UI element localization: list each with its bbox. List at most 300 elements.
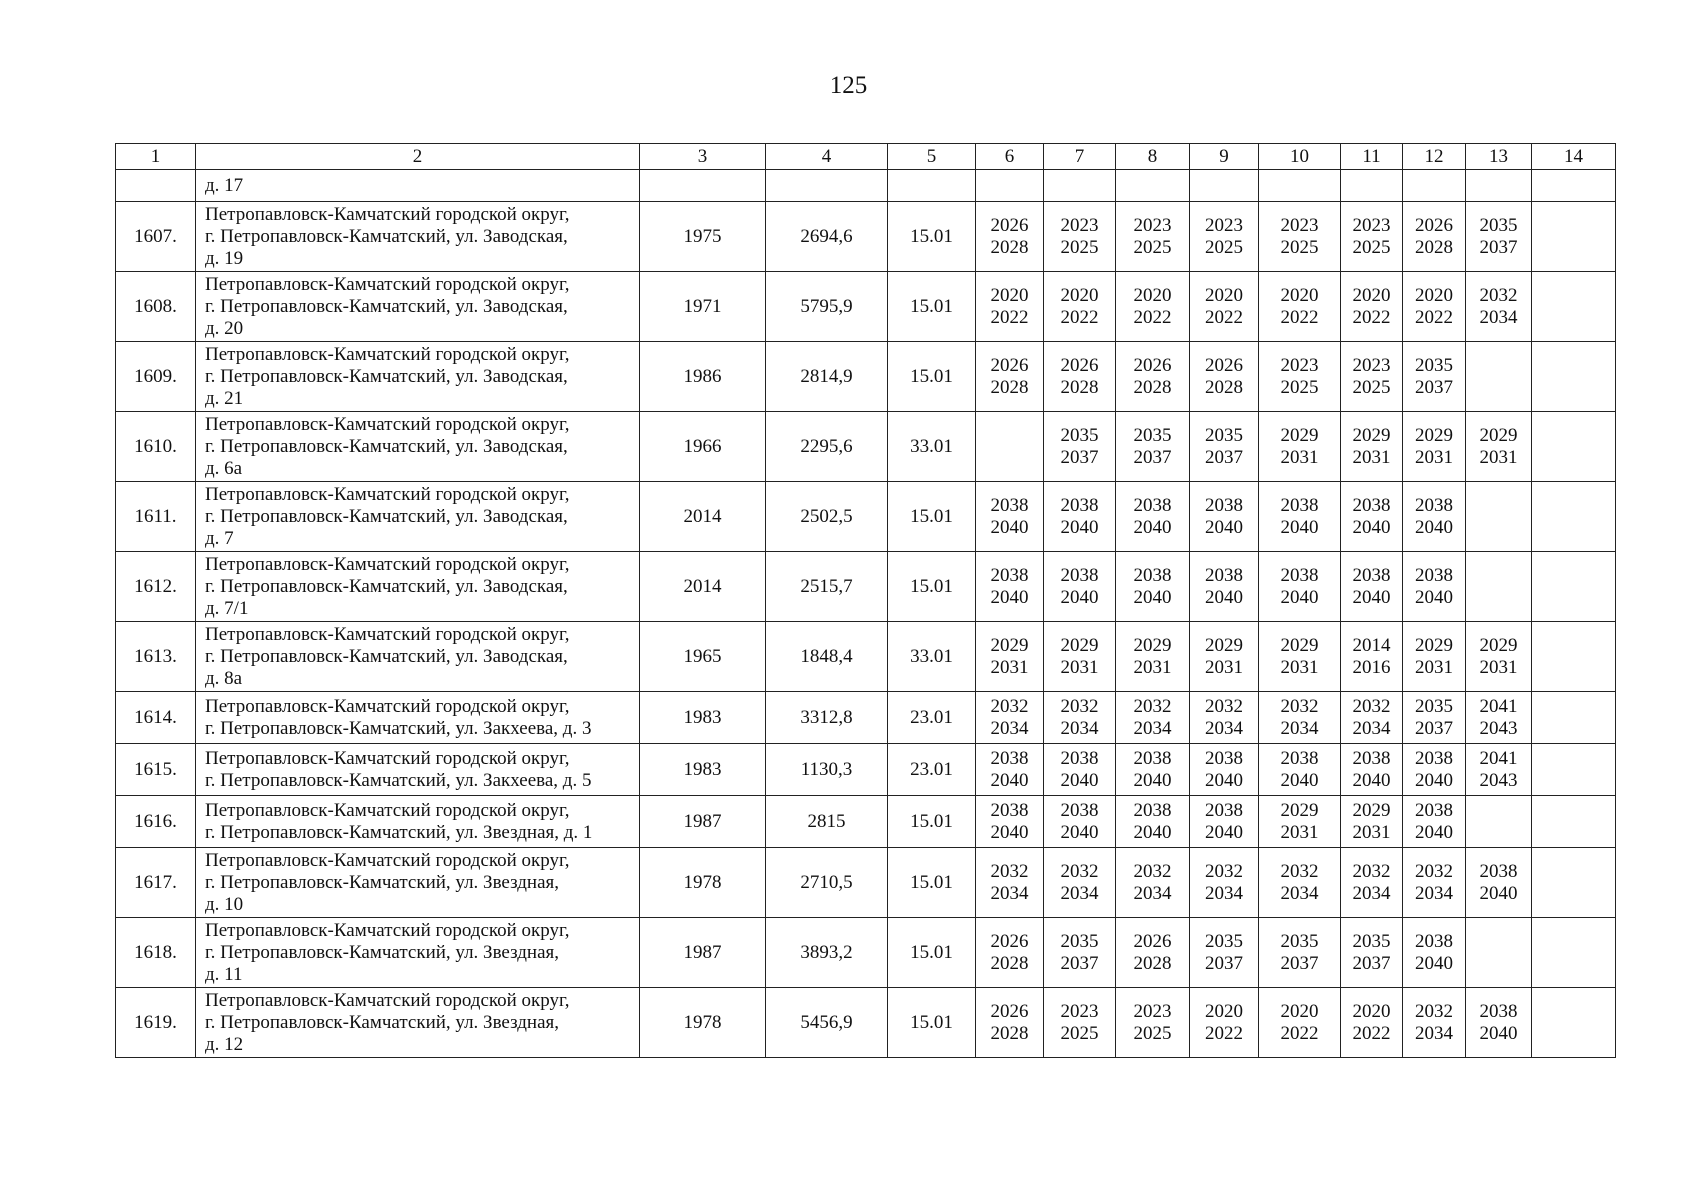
period-cell [976,482,1044,552]
period-year: 2034 [1352,717,1391,739]
period-year: 2025 [1205,236,1243,258]
period-year: 2022 [1352,1022,1391,1044]
period-cell [1532,918,1616,988]
period-year: 2028 [1133,376,1172,398]
period-year: 2040 [1205,586,1243,608]
period-year: 2023 [1352,354,1391,376]
period-cell [1116,744,1190,796]
period-year: 2043 [1479,717,1518,739]
period-year: 2038 [1479,860,1518,882]
period-year: 2020 [1133,284,1172,306]
period-year: 2034 [1280,882,1319,904]
period-year: 2029 [1415,634,1453,656]
period-year: 2038 [1352,494,1391,516]
period-cell [1403,552,1466,622]
period-year: 2040 [1205,821,1243,843]
period-cell [1190,622,1259,692]
row-number-cell: 1617. [116,848,196,918]
period-year: 2038 [1205,494,1243,516]
period-cell [976,918,1044,988]
table-row [116,848,1616,918]
period-year: 2023 [1352,214,1391,236]
period-year: 2031 [1280,821,1319,843]
address-line: Петропавловск-Камчатский городской округ, [205,695,570,717]
period-cell [1532,482,1616,552]
period-year: 2026 [1133,930,1172,952]
period-cell [1341,482,1403,552]
period-year: 2037 [1060,446,1099,468]
period-year: 2023 [1060,1000,1099,1022]
period-cell [1259,412,1341,482]
address-line: д. 8а [205,667,243,689]
table-row [116,744,1616,796]
column-number-header: 2 [196,144,640,170]
code-cell: 15.01 [888,796,976,848]
row-number-cell: 1618. [116,918,196,988]
period-year: 2025 [1280,376,1319,398]
period-year: 2031 [1133,656,1172,678]
period-year: 2026 [990,930,1029,952]
period-year: 2031 [1479,656,1518,678]
address-line: Петропавловск-Камчатский городской округ, [205,413,570,435]
period-year: 2040 [1280,516,1319,538]
period-year: 2040 [1280,586,1319,608]
period-cell [1044,988,1116,1058]
empty-cell [888,170,976,202]
period-year: 2029 [990,634,1029,656]
empty-cell [1190,170,1259,202]
period-year: 2037 [1352,952,1391,974]
period-cell [1466,744,1532,796]
period-year: 2037 [1133,446,1172,468]
period-cell [976,744,1044,796]
period-year: 2032 [990,860,1029,882]
address-line: г. Петропавловск-Камчатский, ул. Заводская, [205,295,568,317]
code-cell: 15.01 [888,988,976,1058]
period-year: 2040 [1415,516,1453,538]
period-cell [976,848,1044,918]
period-year: 2032 [1133,860,1172,882]
period-cell [1190,988,1259,1058]
period-year: 2038 [1280,564,1319,586]
period-year: 2038 [1415,747,1453,769]
period-cell [1259,202,1341,272]
address-cell [196,412,640,482]
year-built-cell: 1978 [640,988,766,1058]
period-cell [1341,744,1403,796]
period-cell [1116,848,1190,918]
period-year: 2040 [990,586,1029,608]
period-cell [1044,622,1116,692]
period-year: 2038 [1352,564,1391,586]
period-cell [1466,552,1532,622]
code-cell: 15.01 [888,202,976,272]
address-line: Петропавловск-Камчатский городской округ, [205,849,570,871]
period-cell [1403,848,1466,918]
code-cell: 15.01 [888,482,976,552]
period-year: 2026 [990,214,1029,236]
period-year: 2025 [1133,1022,1172,1044]
period-year: 2038 [1415,930,1453,952]
period-year: 2032 [1415,860,1453,882]
period-cell [1190,202,1259,272]
period-year: 2037 [1415,376,1453,398]
column-number-header: 6 [976,144,1044,170]
period-cell [1190,796,1259,848]
period-cell [1341,412,1403,482]
column-number-header: 10 [1259,144,1341,170]
period-year: 2022 [1205,1022,1243,1044]
period-year: 2026 [1060,354,1099,376]
period-year: 2022 [1280,1022,1319,1044]
period-cell [1190,918,1259,988]
area-cell: 2515,7 [766,552,888,622]
period-cell [1044,744,1116,796]
period-year: 2032 [1205,860,1243,882]
period-cell [1259,988,1341,1058]
empty-cell [976,170,1044,202]
area-cell: 1130,3 [766,744,888,796]
year-built-cell: 1987 [640,796,766,848]
period-year: 2035 [1133,424,1172,446]
period-year: 2037 [1479,236,1518,258]
empty-cell [116,170,196,202]
period-cell [1044,552,1116,622]
code-cell: 15.01 [888,918,976,988]
period-cell [1116,412,1190,482]
period-year: 2040 [1415,821,1453,843]
area-cell: 2502,5 [766,482,888,552]
period-year: 2029 [1280,424,1319,446]
period-cell [1532,796,1616,848]
period-year: 2037 [1205,446,1243,468]
area-cell: 2815 [766,796,888,848]
area-cell: 3893,2 [766,918,888,988]
period-year: 2031 [1415,446,1453,468]
table-row [116,622,1616,692]
area-cell: 2295,6 [766,412,888,482]
column-number-header: 14 [1532,144,1616,170]
period-year: 2032 [1352,860,1391,882]
period-year: 2038 [990,494,1029,516]
period-year: 2040 [990,516,1029,538]
period-year: 2035 [1060,424,1099,446]
period-year: 2037 [1280,952,1319,974]
period-cell [1190,744,1259,796]
period-cell [1466,918,1532,988]
period-year: 2034 [1415,1022,1453,1044]
period-year: 2040 [1415,586,1453,608]
column-number-row [116,144,1616,170]
column-number-header: 11 [1341,144,1403,170]
period-year: 2035 [1280,930,1319,952]
period-year: 2040 [1060,821,1099,843]
period-cell [1403,918,1466,988]
period-cell [1466,622,1532,692]
period-year: 2023 [1280,354,1319,376]
period-year: 2032 [1205,695,1243,717]
period-cell [1532,622,1616,692]
period-cell [976,692,1044,744]
address-cell [196,848,640,918]
empty-cell [1466,170,1532,202]
address-line: г. Петропавловск-Камчатский, ул. Заводская, [205,505,568,527]
period-year: 2020 [1205,1000,1243,1022]
period-year: 2040 [1133,769,1172,791]
year-built-cell: 1986 [640,342,766,412]
address-cell [196,988,640,1058]
column-number-header: 7 [1044,144,1116,170]
year-built-cell: 1975 [640,202,766,272]
code-cell: 15.01 [888,552,976,622]
period-cell [1259,744,1341,796]
period-year: 2032 [1479,284,1518,306]
period-year: 2029 [1280,634,1319,656]
area-cell: 2710,5 [766,848,888,918]
period-year: 2025 [1352,376,1391,398]
period-year: 2020 [1280,284,1319,306]
period-year: 2032 [1352,695,1391,717]
period-year: 2035 [1352,930,1391,952]
period-cell [1116,622,1190,692]
period-cell [1466,342,1532,412]
address-cell [196,170,640,202]
period-year: 2043 [1479,769,1518,791]
period-year: 2038 [1060,799,1099,821]
period-year: 2034 [1060,882,1099,904]
row-number-cell: 1609. [116,342,196,412]
period-cell [1044,342,1116,412]
empty-cell [1116,170,1190,202]
area-cell: 1848,4 [766,622,888,692]
period-year: 2020 [1352,1000,1391,1022]
period-cell [1044,412,1116,482]
year-built-cell: 1966 [640,412,766,482]
address-line: Петропавловск-Камчатский городской округ, [205,483,570,505]
period-cell [1532,692,1616,744]
period-cell [1341,692,1403,744]
table-row [116,988,1616,1058]
column-number-header: 1 [116,144,196,170]
period-year: 2031 [1415,656,1453,678]
period-year: 2035 [1205,930,1243,952]
table-row [116,918,1616,988]
address-line: д. 7/1 [205,597,249,619]
period-cell [1532,202,1616,272]
period-year: 2038 [1133,564,1172,586]
period-year: 2016 [1352,656,1391,678]
period-year: 2020 [990,284,1029,306]
continuation-row [116,170,1616,202]
period-cell [1044,848,1116,918]
period-year: 2038 [1060,564,1099,586]
period-cell [1259,796,1341,848]
period-year: 2026 [990,354,1029,376]
table-row [116,342,1616,412]
period-year: 2023 [1133,1000,1172,1022]
address-line: г. Петропавловск-Камчатский, ул. Звездная, [205,1011,560,1033]
year-built-cell: 1983 [640,692,766,744]
period-year: 2040 [1133,516,1172,538]
period-year: 2025 [1352,236,1391,258]
period-year: 2040 [1205,516,1243,538]
address-line: г. Петропавловск-Камчатский, ул. Звездная, [205,871,560,893]
period-cell [1532,412,1616,482]
period-cell [1190,552,1259,622]
address-cell [196,744,640,796]
area-cell: 5795,9 [766,272,888,342]
period-year: 2028 [990,376,1029,398]
table-row [116,692,1616,744]
period-year: 2032 [1280,860,1319,882]
period-year: 2020 [1352,284,1391,306]
address-line: Петропавловск-Камчатский городской округ, [205,203,570,225]
period-year: 2040 [1352,769,1391,791]
period-cell [1044,796,1116,848]
period-year: 2026 [1205,354,1243,376]
period-cell [1341,848,1403,918]
period-cell [1190,412,1259,482]
period-year: 2037 [1415,717,1453,739]
period-cell [1190,272,1259,342]
period-year: 2026 [990,1000,1029,1022]
empty-cell [1259,170,1341,202]
period-year: 2034 [1415,882,1453,904]
period-cell [1116,202,1190,272]
address-line: г. Петропавловск-Камчатский, ул. Закхеева, д. 5 [205,769,592,791]
row-number-cell: 1610. [116,412,196,482]
period-cell [1532,744,1616,796]
period-cell [1532,552,1616,622]
period-cell [976,552,1044,622]
period-cell [976,202,1044,272]
period-year: 2032 [1280,695,1319,717]
period-year: 2038 [1415,564,1453,586]
row-number-cell: 1608. [116,272,196,342]
period-cell [1044,272,1116,342]
period-cell [1341,342,1403,412]
period-year: 2034 [990,882,1029,904]
period-year: 2020 [1060,284,1099,306]
period-year: 2040 [1133,821,1172,843]
period-year: 2035 [1060,930,1099,952]
address-line: д. 12 [205,1033,244,1055]
period-cell [1259,552,1341,622]
period-year: 2040 [1060,516,1099,538]
period-year: 2031 [1479,446,1518,468]
address-line: д. 20 [205,317,244,339]
period-cell [1403,202,1466,272]
period-year: 2040 [1479,882,1518,904]
address-cell [196,272,640,342]
period-year: 2023 [1060,214,1099,236]
period-cell [1044,692,1116,744]
period-cell [1403,796,1466,848]
period-cell [1259,482,1341,552]
period-year: 2020 [1280,1000,1319,1022]
code-cell: 15.01 [888,342,976,412]
empty-cell [1403,170,1466,202]
period-year: 2035 [1205,424,1243,446]
column-number-header: 13 [1466,144,1532,170]
period-year: 2037 [1060,952,1099,974]
period-year: 2032 [990,695,1029,717]
period-year: 2038 [1280,747,1319,769]
period-year: 2022 [1280,306,1319,328]
period-year: 2026 [1133,354,1172,376]
period-year: 2038 [1060,494,1099,516]
period-year: 2029 [1280,799,1319,821]
period-year: 2031 [1280,446,1319,468]
period-year: 2020 [1205,284,1243,306]
period-year: 2038 [1205,747,1243,769]
code-cell: 15.01 [888,272,976,342]
code-cell: 23.01 [888,692,976,744]
period-year: 2022 [1352,306,1391,328]
period-year: 2038 [990,564,1029,586]
period-cell [1259,692,1341,744]
period-year: 2031 [1280,656,1319,678]
period-cell [1532,988,1616,1058]
period-cell [1532,342,1616,412]
period-cell [976,412,1044,482]
period-year: 2038 [1415,494,1453,516]
period-year: 2035 [1415,354,1453,376]
address-cell [196,552,640,622]
address-line: г. Петропавловск-Камчатский, ул. Заводская, [205,575,568,597]
address-line: Петропавловск-Камчатский городской округ, [205,343,570,365]
period-cell [1116,552,1190,622]
period-cell [1403,744,1466,796]
housing-registry-table [115,143,1616,1058]
period-year: 2028 [1060,376,1099,398]
period-cell [1403,272,1466,342]
period-year: 2040 [1280,769,1319,791]
period-year: 2034 [990,717,1029,739]
period-year: 2014 [1352,634,1391,656]
address-line: Петропавловск-Камчатский городской округ, [205,747,570,769]
period-year: 2038 [1133,747,1172,769]
column-number-header: 9 [1190,144,1259,170]
period-cell [1466,848,1532,918]
period-cell [1341,552,1403,622]
year-built-cell: 2014 [640,482,766,552]
address-line: Петропавловск-Камчатский городской округ, [205,799,570,821]
period-cell [1466,988,1532,1058]
period-year: 2029 [1133,634,1172,656]
year-built-cell: 1971 [640,272,766,342]
period-cell [1532,848,1616,918]
table-row [116,272,1616,342]
period-cell [1259,918,1341,988]
address-cell [196,622,640,692]
period-year: 2023 [1280,214,1319,236]
period-year: 2034 [1280,717,1319,739]
period-cell [1403,988,1466,1058]
period-cell [1044,202,1116,272]
period-cell [1116,918,1190,988]
period-cell [1403,692,1466,744]
period-year: 2028 [990,1022,1029,1044]
period-year: 2022 [1133,306,1172,328]
address-line: д. 6а [205,457,243,479]
period-cell [1532,272,1616,342]
period-cell [1190,342,1259,412]
year-built-cell: 1983 [640,744,766,796]
period-year: 2040 [1205,769,1243,791]
period-year: 2034 [1205,717,1243,739]
code-cell: 33.01 [888,412,976,482]
